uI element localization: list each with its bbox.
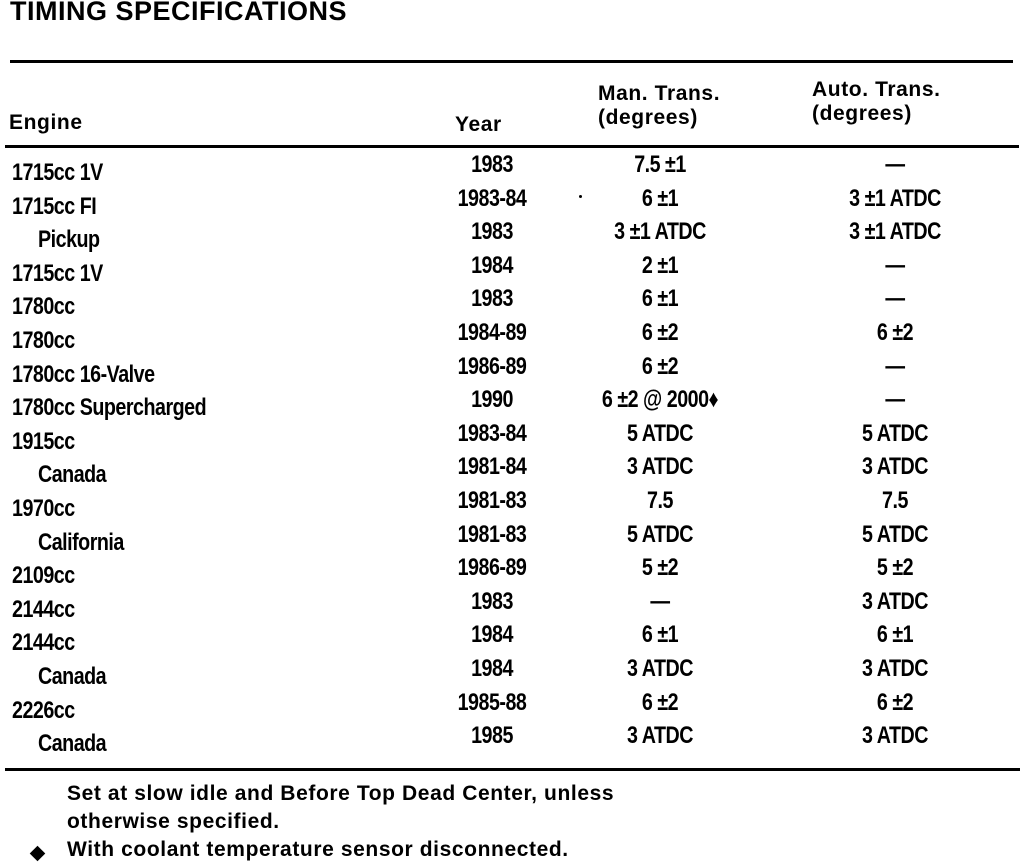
header-rule <box>5 145 1019 148</box>
engine-cell: 1970cc <box>12 494 75 522</box>
engine-cell: 1780cc Supercharged <box>12 394 207 422</box>
table-row <box>0 521 1024 555</box>
man-trans-cell: 7.5 <box>647 486 673 514</box>
header-auto-trans <box>812 78 941 126</box>
table-row <box>0 722 1024 756</box>
table-row <box>0 185 1024 219</box>
man-trans-cell: 6 ±2 @ 2000♦ <box>601 386 719 414</box>
auto-trans-cell: 3 ATDC <box>862 722 928 750</box>
table-row <box>0 554 1024 588</box>
engine-cell: 2144cc <box>12 595 75 623</box>
auto-trans-cell: — <box>885 386 905 414</box>
year-cell: 1986-89 <box>457 554 527 582</box>
auto-trans-cell: 3 ATDC <box>862 453 928 481</box>
man-trans-cell: 5 ATDC <box>627 520 693 548</box>
header-man-trans-line1: Man. Trans. <box>598 82 721 105</box>
man-trans-cell: 5 ±2 <box>641 554 679 582</box>
year-cell: 1983 <box>471 587 513 615</box>
auto-trans-cell: — <box>885 285 905 313</box>
footnote-line-3: With coolant temperature sensor disconnected. <box>67 838 569 861</box>
table-row <box>0 386 1024 420</box>
table-row <box>0 655 1024 689</box>
man-trans-cell: 6 ±2 <box>641 318 679 346</box>
header-auto-trans-line1: Auto. Trans. <box>812 78 941 101</box>
year-cell: 1983-84 <box>457 419 527 447</box>
table-row <box>0 319 1024 353</box>
header-engine: Engine <box>9 111 83 134</box>
man-trans-cell: 2 ±1 <box>641 251 679 279</box>
engine-cell: 1780cc <box>12 293 75 321</box>
auto-trans-cell: 3 ATDC <box>862 654 928 682</box>
top-rule <box>10 60 1013 63</box>
table-row <box>0 420 1024 454</box>
engine-cell: 1715cc 1V <box>12 259 103 287</box>
man-trans-cell: 6 ±1 <box>641 184 679 212</box>
year-cell: 1984-89 <box>457 318 527 346</box>
table-row <box>0 151 1024 185</box>
engine-cell: 1780cc <box>12 326 75 354</box>
man-trans-cell: 6 ±2 <box>641 352 679 380</box>
print-speck <box>579 195 582 198</box>
man-trans-cell: 6 ±1 <box>641 285 679 313</box>
table-row <box>0 252 1024 286</box>
footnote-line-2: otherwise specified. <box>67 810 280 833</box>
table-row <box>0 689 1024 723</box>
timing-table-body <box>0 151 1024 756</box>
man-trans-cell: 7.5 ±1 <box>634 151 686 178</box>
year-cell: 1990 <box>471 386 513 414</box>
auto-trans-cell: 7.5 <box>882 486 908 514</box>
engine-cell: 2226cc <box>12 696 75 724</box>
auto-trans-cell: 6 ±2 <box>876 688 914 716</box>
engine-cell: 2109cc <box>12 562 75 590</box>
man-trans-cell: 3 ATDC <box>627 453 693 481</box>
table-row <box>0 487 1024 521</box>
engine-cell: 1915cc <box>12 427 75 455</box>
table-row <box>0 285 1024 319</box>
year-cell: 1983-84 <box>457 184 527 212</box>
year-cell: 1984 <box>471 251 513 279</box>
year-cell: 1983 <box>471 285 513 313</box>
table-row <box>0 453 1024 487</box>
engine-cell: Pickup <box>38 226 100 254</box>
year-cell: 1983 <box>471 151 513 178</box>
engine-cell: 1715cc 1V <box>12 159 103 186</box>
page-title: TIMING SPECIFICATIONS <box>10 0 348 26</box>
auto-trans-cell: 3 ATDC <box>862 587 928 615</box>
year-cell: 1985-88 <box>457 688 527 716</box>
header-man-trans <box>598 82 720 130</box>
auto-trans-cell: — <box>885 151 905 178</box>
engine-cell: Canada <box>38 730 107 758</box>
auto-trans-cell: — <box>885 251 905 279</box>
header-auto-trans-line2: (degrees) <box>812 102 912 125</box>
auto-trans-cell: 3 ±1 ATDC <box>849 184 941 212</box>
man-trans-cell: 3 ATDC <box>627 722 693 750</box>
year-cell: 1985 <box>471 722 513 750</box>
engine-cell: Canada <box>38 662 107 690</box>
auto-trans-cell: 5 ATDC <box>862 520 928 548</box>
year-cell: 1983 <box>471 218 513 246</box>
table-row <box>0 621 1024 655</box>
auto-trans-cell: — <box>885 352 905 380</box>
engine-cell: Canada <box>38 461 107 489</box>
engine-cell: California <box>38 528 124 556</box>
auto-trans-cell: 6 ±2 <box>876 318 914 346</box>
man-trans-cell: 5 ATDC <box>627 419 693 447</box>
auto-trans-cell: 5 ±2 <box>876 554 914 582</box>
year-cell: 1986-89 <box>457 352 527 380</box>
table-row <box>0 218 1024 252</box>
year-cell: 1981-84 <box>457 453 527 481</box>
man-trans-cell: — <box>650 587 670 615</box>
auto-trans-cell: 3 ±1 ATDC <box>849 218 941 246</box>
man-trans-cell: 3 ATDC <box>627 654 693 682</box>
year-cell: 1984 <box>471 621 513 649</box>
year-cell: 1984 <box>471 654 513 682</box>
diamond-icon <box>30 846 46 862</box>
year-cell: 1981-83 <box>457 486 527 514</box>
engine-cell: 1715cc FI <box>12 192 97 220</box>
man-trans-cell: 6 ±1 <box>641 621 679 649</box>
year-cell: 1981-83 <box>457 520 527 548</box>
man-trans-cell: 3 ±1 ATDC <box>614 218 706 246</box>
engine-cell: 1780cc 16-Valve <box>12 360 155 388</box>
auto-trans-cell: 6 ±1 <box>876 621 914 649</box>
auto-trans-cell: 5 ATDC <box>862 419 928 447</box>
bottom-rule <box>5 768 1020 771</box>
table-row <box>0 588 1024 622</box>
header-man-trans-line2: (degrees) <box>598 106 698 129</box>
man-trans-cell: 6 ±2 <box>641 688 679 716</box>
engine-cell: 2144cc <box>12 629 75 657</box>
header-year: Year <box>455 113 502 136</box>
footnote-line-1: Set at slow idle and Before Top Dead Center, unless <box>67 782 615 805</box>
table-row <box>0 353 1024 387</box>
